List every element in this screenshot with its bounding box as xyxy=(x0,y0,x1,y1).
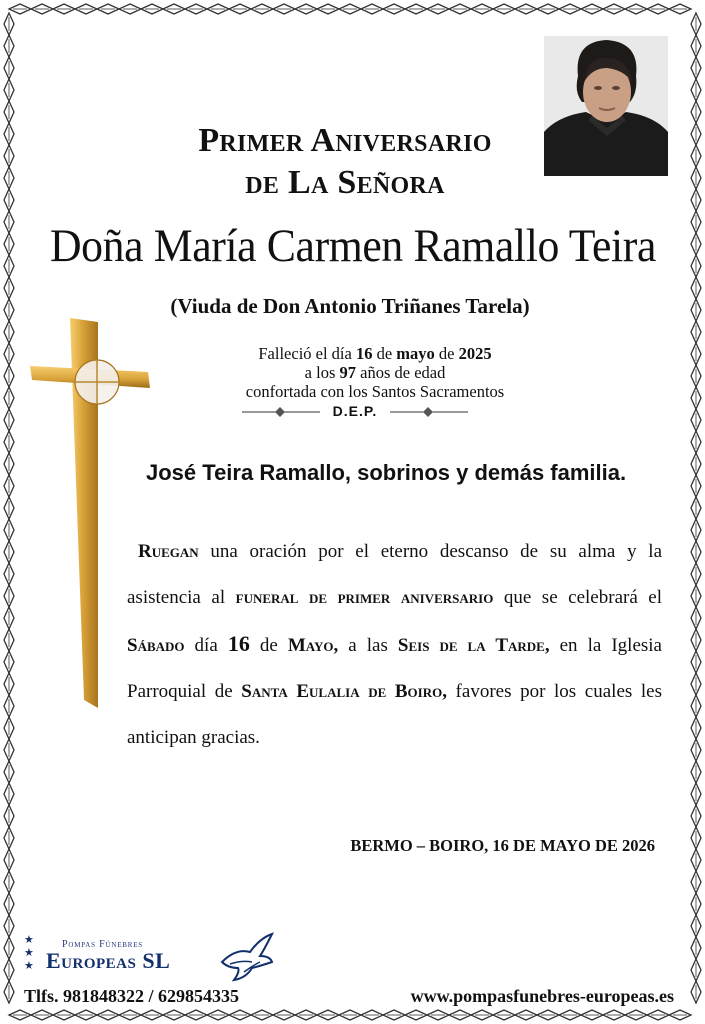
request-day: 16 xyxy=(227,631,250,656)
dove-icon xyxy=(216,932,274,982)
request-part: una oración por el eterno descanso de su alma y la asistencia al xyxy=(127,541,662,608)
death-date-line xyxy=(185,344,565,364)
request-part: en la Iglesia Parroquial de xyxy=(127,635,662,702)
request-church: Santa Eulalia de Boiro, xyxy=(241,681,447,702)
anniversary-heading-line2: de La Señora xyxy=(245,164,445,201)
age-value: 97 xyxy=(339,363,356,382)
logo-name-suffix: SL xyxy=(142,948,171,973)
widow-of-line: (Viuda de Don Antonio Triñanes Tarela) xyxy=(170,294,530,318)
anniversary-heading-line1: Primer Aniversario xyxy=(198,122,492,159)
request-part: día xyxy=(184,635,228,656)
request-part: a las xyxy=(338,635,398,656)
request-weekday: Sábado xyxy=(127,635,185,656)
age-line xyxy=(185,363,565,383)
request-part: favores por los cuales les anticipan gracias. xyxy=(127,681,662,748)
family-line: José Teira Ramallo, sobrinos y demás familia. xyxy=(146,460,627,485)
age-suffix: años de edad xyxy=(360,363,446,382)
rip-row xyxy=(240,402,470,422)
place-date: BERMO – BOIRO, 16 DE MAYO DE 2026 xyxy=(350,836,655,855)
logo-tagline: Pompas Fúnebres xyxy=(62,939,143,950)
death-prefix: Falleció el día xyxy=(258,344,352,363)
request-time: Seis de la Tarde, xyxy=(397,635,550,656)
funeral-request-text xyxy=(127,529,662,761)
death-de2: de xyxy=(438,344,455,363)
funeral-home-logo xyxy=(24,930,284,982)
website-link[interactable]: www.pompasfunebres-europeas.es xyxy=(410,986,674,1006)
logo-name xyxy=(46,948,170,974)
death-month: mayo xyxy=(396,344,435,363)
request-funeral-type: funeral de primer aniversario xyxy=(235,587,494,608)
phone-numbers: Tlfs. 981848322 / 629854335 xyxy=(24,986,240,1006)
logo-name-text: Europeas xyxy=(46,948,137,973)
request-ruegan: Ruegan xyxy=(138,541,199,562)
death-day: 16 xyxy=(355,344,373,363)
age-prefix: a los xyxy=(304,363,336,382)
request-part: que se celebrará el xyxy=(493,587,663,608)
deceased-name: Doña María Carmen Ramallo Teira xyxy=(49,220,657,272)
sacraments-line: confortada con los Santos Sacramentos xyxy=(245,382,505,401)
rip-text: D.E.P. xyxy=(332,403,378,419)
death-year: 2025 xyxy=(458,344,492,363)
logo-stars-icon: ★ ★ ★ xyxy=(24,934,34,972)
death-de1: de xyxy=(376,344,393,363)
request-part: de xyxy=(249,635,288,656)
portrait-photo xyxy=(544,36,668,176)
request-month: Mayo, xyxy=(287,635,339,656)
